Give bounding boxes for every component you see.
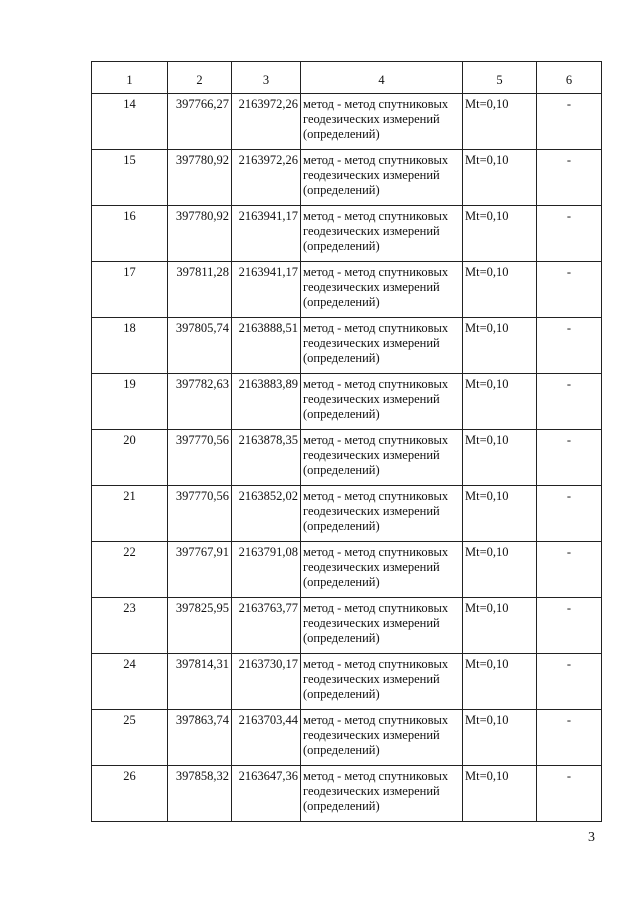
note-cell: -	[537, 374, 602, 430]
header-cell-1: 1	[92, 62, 168, 94]
point-number-cell: 22	[92, 542, 168, 598]
point-number-cell: 16	[92, 206, 168, 262]
y-coordinate-cell: 2163730,17	[232, 654, 301, 710]
y-coordinate-cell: 2163941,17	[232, 262, 301, 318]
note-cell: -	[537, 318, 602, 374]
table-row	[92, 374, 602, 430]
y-coordinate-cell: 2163878,35	[232, 430, 301, 486]
header-cell-2: 2	[168, 62, 232, 94]
accuracy-cell: Mt=0,10	[463, 374, 537, 430]
point-number-cell: 24	[92, 654, 168, 710]
x-coordinate-cell: 397782,63	[168, 374, 232, 430]
y-coordinate-cell: 2163763,77	[232, 598, 301, 654]
table-row	[92, 150, 602, 206]
y-coordinate-cell: 2163883,89	[232, 374, 301, 430]
accuracy-cell: Mt=0,10	[463, 654, 537, 710]
point-number-cell: 15	[92, 150, 168, 206]
note-cell: -	[537, 430, 602, 486]
note-cell: -	[537, 654, 602, 710]
y-coordinate-cell: 2163852,02	[232, 486, 301, 542]
y-coordinate-cell: 2163888,51	[232, 318, 301, 374]
accuracy-cell: Mt=0,10	[463, 94, 537, 150]
note-cell: -	[537, 766, 602, 822]
y-coordinate-cell: 2163972,26	[232, 150, 301, 206]
method-cell: метод - метод спутниковых геодезических измерений (определений)	[301, 374, 463, 430]
accuracy-cell: Mt=0,10	[463, 486, 537, 542]
x-coordinate-cell: 397825,95	[168, 598, 232, 654]
header-cell-4: 4	[301, 62, 463, 94]
table-row	[92, 766, 602, 822]
table-row	[92, 318, 602, 374]
x-coordinate-cell: 397770,56	[168, 486, 232, 542]
table-row	[92, 598, 602, 654]
method-cell: метод - метод спутниковых геодезических измерений (определений)	[301, 654, 463, 710]
method-cell: метод - метод спутниковых геодезических измерений (определений)	[301, 486, 463, 542]
table-row	[92, 654, 602, 710]
note-cell: -	[537, 94, 602, 150]
method-cell: метод - метод спутниковых геодезических измерений (определений)	[301, 542, 463, 598]
y-coordinate-cell: 2163703,44	[232, 710, 301, 766]
note-cell: -	[537, 262, 602, 318]
method-cell: метод - метод спутниковых геодезических измерений (определений)	[301, 262, 463, 318]
point-number-cell: 19	[92, 374, 168, 430]
x-coordinate-cell: 397805,74	[168, 318, 232, 374]
point-number-cell: 20	[92, 430, 168, 486]
method-cell: метод - метод спутниковых геодезических измерений (определений)	[301, 430, 463, 486]
accuracy-cell: Mt=0,10	[463, 542, 537, 598]
y-coordinate-cell: 2163647,36	[232, 766, 301, 822]
note-cell: -	[537, 598, 602, 654]
note-cell: -	[537, 486, 602, 542]
x-coordinate-cell: 397858,32	[168, 766, 232, 822]
accuracy-cell: Mt=0,10	[463, 766, 537, 822]
table-body	[92, 94, 602, 822]
note-cell: -	[537, 710, 602, 766]
x-coordinate-cell: 397767,91	[168, 542, 232, 598]
point-number-cell: 18	[92, 318, 168, 374]
accuracy-cell: Mt=0,10	[463, 206, 537, 262]
x-coordinate-cell: 397814,31	[168, 654, 232, 710]
table-row	[92, 94, 602, 150]
method-cell: метод - метод спутниковых геодезических измерений (определений)	[301, 206, 463, 262]
x-coordinate-cell: 397770,56	[168, 430, 232, 486]
method-cell: метод - метод спутниковых геодезических измерений (определений)	[301, 766, 463, 822]
header-cell-3: 3	[232, 62, 301, 94]
method-cell: метод - метод спутниковых геодезических измерений (определений)	[301, 710, 463, 766]
y-coordinate-cell: 2163791,08	[232, 542, 301, 598]
accuracy-cell: Mt=0,10	[463, 262, 537, 318]
note-cell: -	[537, 542, 602, 598]
header-row	[92, 62, 602, 94]
method-cell: метод - метод спутниковых геодезических измерений (определений)	[301, 318, 463, 374]
accuracy-cell: Mt=0,10	[463, 598, 537, 654]
header-cell-5: 5	[463, 62, 537, 94]
point-number-cell: 17	[92, 262, 168, 318]
table-row	[92, 486, 602, 542]
method-cell: метод - метод спутниковых геодезических измерений (определений)	[301, 150, 463, 206]
header-cell-6: 6	[537, 62, 602, 94]
accuracy-cell: Mt=0,10	[463, 430, 537, 486]
y-coordinate-cell: 2163941,17	[232, 206, 301, 262]
x-coordinate-cell: 397863,74	[168, 710, 232, 766]
accuracy-cell: Mt=0,10	[463, 150, 537, 206]
x-coordinate-cell: 397811,28	[168, 262, 232, 318]
x-coordinate-cell: 397780,92	[168, 206, 232, 262]
coordinates-table	[91, 61, 602, 822]
accuracy-cell: Mt=0,10	[463, 318, 537, 374]
x-coordinate-cell: 397780,92	[168, 150, 232, 206]
accuracy-cell: Mt=0,10	[463, 710, 537, 766]
page-number: 3	[588, 830, 595, 845]
table-row	[92, 430, 602, 486]
point-number-cell: 25	[92, 710, 168, 766]
note-cell: -	[537, 150, 602, 206]
point-number-cell: 21	[92, 486, 168, 542]
point-number-cell: 26	[92, 766, 168, 822]
table-row	[92, 206, 602, 262]
method-cell: метод - метод спутниковых геодезических измерений (определений)	[301, 94, 463, 150]
table-row	[92, 710, 602, 766]
method-cell: метод - метод спутниковых геодезических измерений (определений)	[301, 598, 463, 654]
y-coordinate-cell: 2163972,26	[232, 94, 301, 150]
point-number-cell: 23	[92, 598, 168, 654]
table-row	[92, 262, 602, 318]
x-coordinate-cell: 397766,27	[168, 94, 232, 150]
table-row	[92, 542, 602, 598]
note-cell: -	[537, 206, 602, 262]
table-header	[92, 62, 602, 94]
point-number-cell: 14	[92, 94, 168, 150]
